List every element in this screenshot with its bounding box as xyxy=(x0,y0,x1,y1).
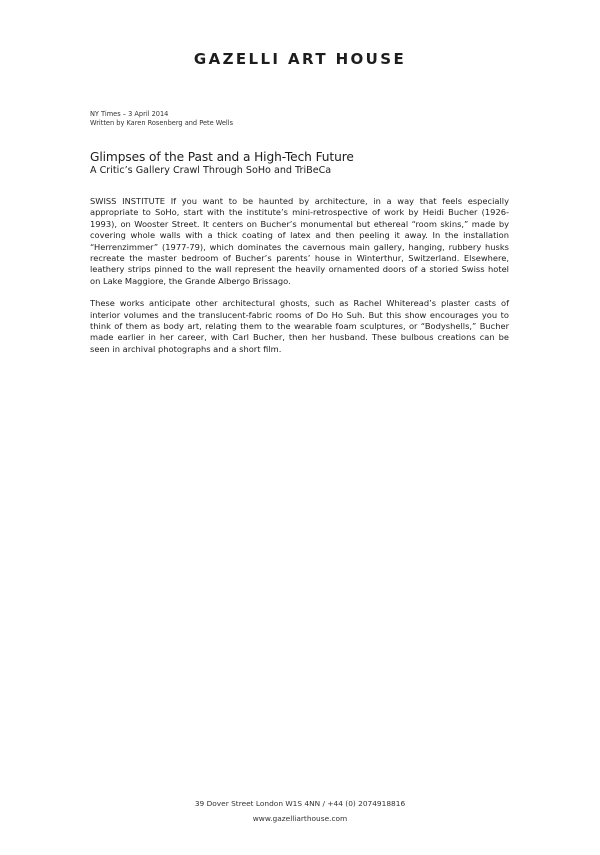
article-headline: Glimpses of the Past and a High-Tech Future xyxy=(90,150,354,164)
article-paragraph-2: These works anticipate other architectural ghosts, such as Rachel Whiteread’s plaster casts of interior volumes and the translucent-fabric rooms of Do Ho Suh. But this show encourages you to think of them as body art, relating them to the wearable foam sculptures, or “Bodyshells,” Bucher made earlier in her career, with Carl Bucher, then her husband. These bulbous creations can be seen in archival photographs and a short film. xyxy=(90,298,509,354)
article-paragraph-1: SWISS INSTITUTE If you want to be haunted by architecture, in a way that feels especially appropriate to SoHo, start with the institute’s mini-retrospective of work by Heidi Bucher (1926-1993), on Wooster Street. It centers on Bucher’s monumental but ethereal “room skins,” made by covering whole walls with a thick coating of latex and then peeling it away. In the installation “Herrenzimmer” (1977-79), which dominates the cavernous main gallery, hanging, rubbery husks recreate the master bedroom of Bucher’s parents’ house in Winterthur, Switzerland. Elsewhere, leathery strips pinned to the wall represent the heavily ornamented doors of a storied Swiss hotel on Lake Maggiore, the Grande Albergo Brissago. xyxy=(90,196,509,286)
source-line: NY Times – 3 April 2014 xyxy=(90,110,169,118)
byline: Written by Karen Rosenberg and Pete Wells xyxy=(90,119,234,127)
article-meta xyxy=(90,110,233,128)
footer-website: www.gazelliarthouse.com xyxy=(252,814,348,823)
footer-address: 39 Dover Street London W1S 4NN / +44 (0) 2074918816 xyxy=(194,799,406,808)
gallery-brand-header: GAZELLI ART HOUSE xyxy=(193,50,407,68)
article-body xyxy=(90,196,509,366)
article-title-block xyxy=(90,150,510,177)
article-subheadline: A Critic’s Gallery Crawl Through SoHo and TriBeCa xyxy=(90,165,332,176)
